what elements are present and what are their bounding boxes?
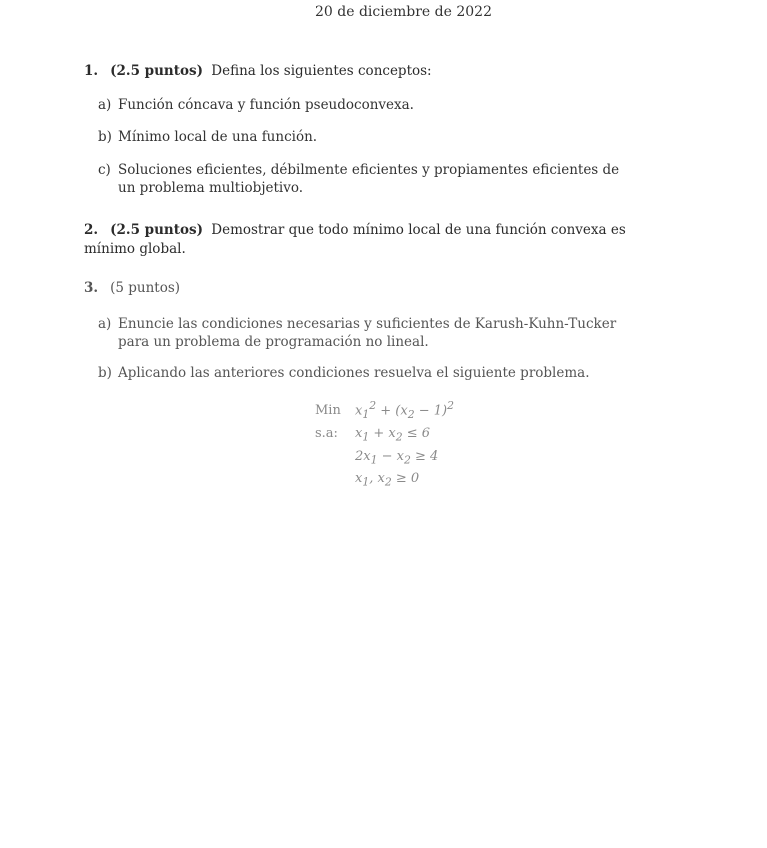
item-text: Mínimo local de una función. <box>118 129 318 145</box>
item-label: a) <box>98 316 112 332</box>
question-2 <box>84 221 644 259</box>
question-points: (2.5 puntos) <box>110 63 203 79</box>
constraints-label: s.a: <box>315 425 338 441</box>
item-text: Enuncie las condiciones necesarias y suficientes de Karush-Kuhn-Tucker para un problema de programación no lineal. <box>118 316 617 350</box>
question-number: 1. <box>84 63 99 79</box>
constraint-row <box>315 424 454 447</box>
constraint-row <box>315 447 454 470</box>
item-label: c) <box>98 162 111 178</box>
question-1-item-b <box>98 128 643 146</box>
item-label: b) <box>98 365 112 381</box>
exam-date: 20 de diciembre de 2022 <box>315 4 492 20</box>
question-1-item-a <box>98 96 643 114</box>
question-3 <box>84 279 644 298</box>
question-3-item-b <box>98 364 643 382</box>
question-1 <box>84 62 644 81</box>
constraint-2: $2x_1 - x_2 \ge 4$ <box>355 448 439 467</box>
constraint-row <box>315 469 454 492</box>
question-text: Demostrar que todo mínimo local de una función convexa es mínimo global. <box>84 222 626 257</box>
constraint-1: $x_1 + x_2 \le 6$ <box>355 425 431 444</box>
question-points: (5 puntos) <box>110 280 181 296</box>
question-number: 3. <box>84 280 99 296</box>
question-1-item-c <box>98 161 643 197</box>
item-label: a) <box>98 97 112 113</box>
objective-label: Min <box>315 403 341 419</box>
item-label: b) <box>98 129 112 145</box>
item-text: Soluciones eficientes, débilmente eficientes y propiamentes eficientes de un problema multiobjetivo. <box>118 162 620 196</box>
constraint-3: $x_1$, $x_2 \ge 0$ <box>355 471 420 489</box>
objective-row <box>315 396 454 424</box>
question-text: Defina los siguientes conceptos: <box>211 63 432 79</box>
optimization-problem <box>315 396 454 492</box>
question-points: (2.5 puntos) <box>110 222 203 238</box>
objective-expression: $x_1^2 + (x_2 - 1)^2$ <box>355 399 454 421</box>
question-3-item-a <box>98 315 643 351</box>
item-text: Aplicando las anteriores condiciones resuelva el siguiente problema. <box>118 365 590 381</box>
question-number: 2. <box>84 222 99 238</box>
item-text: Función cóncava y función pseudoconvexa. <box>118 97 414 113</box>
